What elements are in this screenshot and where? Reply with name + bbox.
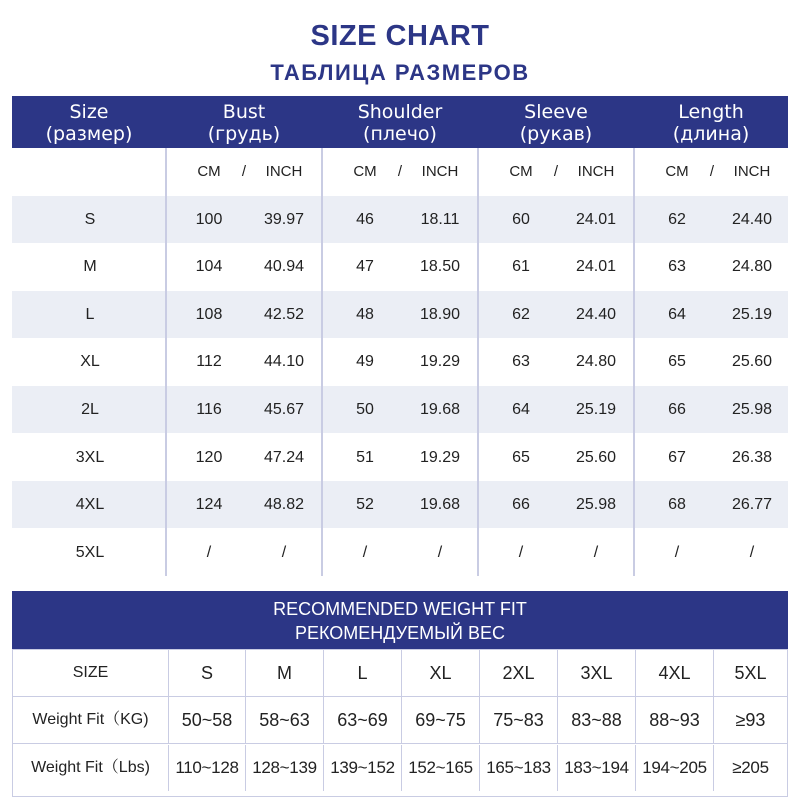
header-label-ru: (рукав) — [519, 123, 593, 145]
weight-cell: 183~194 — [557, 745, 635, 791]
chart-title: SIZE CHART — [310, 20, 490, 52]
value-cm: 120 — [195, 448, 223, 466]
unit-separator: / — [241, 163, 247, 180]
value-inch: 40.94 — [263, 258, 305, 276]
weight-cell: 110~128 — [168, 745, 245, 791]
size-row — [12, 243, 788, 290]
size-table-header — [12, 96, 788, 148]
weight-cell: 2XL — [479, 650, 557, 696]
value-inch: 24.40 — [731, 210, 773, 228]
weight-cell: S — [168, 650, 245, 696]
weight-cell: 88~93 — [635, 697, 713, 743]
value-inch: 19.29 — [419, 353, 461, 371]
weight-cell: 194~205 — [635, 745, 713, 791]
header-label: Bust — [222, 101, 266, 123]
size-label: 3XL — [75, 448, 105, 466]
value-cm: 104 — [195, 258, 223, 276]
value-inch: 26.77 — [731, 496, 773, 514]
weight-row-label: Weight Fit（KG) — [32, 711, 149, 729]
weight-row — [13, 697, 787, 744]
weight-cell: ≥93 — [713, 697, 787, 743]
value-cm: 66 — [668, 401, 686, 418]
header-label: Shoulder — [357, 101, 443, 123]
header-label-ru: (грудь) — [207, 123, 281, 145]
weight-cell: 58~63 — [245, 697, 323, 743]
weight-cell: 69~75 — [401, 697, 479, 743]
unit-separator: / — [709, 163, 715, 180]
value-inch: 18.50 — [419, 258, 461, 276]
value-inch: 24.40 — [575, 305, 617, 323]
column-divider — [165, 148, 167, 576]
value-cm: 61 — [512, 258, 530, 276]
unit-cm: CM — [509, 163, 533, 180]
value-cm: 50 — [356, 401, 374, 418]
value-cm: 63 — [668, 258, 686, 276]
value-inch: 39.97 — [263, 210, 305, 228]
value-inch: 45.67 — [263, 401, 305, 418]
weight-title-ru: РЕКОМЕНДУЕМЫЙ ВЕС — [294, 623, 505, 643]
value-cm: 100 — [195, 210, 223, 228]
value-inch: 24.80 — [575, 353, 617, 371]
value-cm: / — [206, 543, 212, 561]
value-inch: 26.38 — [731, 448, 773, 466]
unit-inch: INCH — [421, 163, 459, 180]
value-inch: / — [281, 543, 287, 561]
weight-cell: 3XL — [557, 650, 635, 696]
column-divider — [633, 148, 635, 576]
value-cm: 49 — [356, 353, 374, 371]
unit-inch: INCH — [733, 163, 771, 180]
value-cm: 65 — [512, 448, 530, 466]
value-inch: 18.11 — [420, 210, 460, 228]
size-label: XL — [80, 353, 100, 371]
value-cm: 66 — [512, 496, 530, 514]
weight-title: RECOMMENDED WEIGHT FIT — [273, 599, 527, 619]
weight-cell: 63~69 — [323, 697, 401, 743]
value-cm: 46 — [356, 210, 374, 228]
weight-cell: 128~139 — [245, 745, 323, 791]
value-cm: 65 — [668, 353, 686, 371]
value-inch: 48.82 — [263, 496, 305, 514]
value-inch: 25.19 — [731, 305, 773, 323]
unit-separator: / — [553, 163, 559, 180]
weight-cell: 152~165 — [401, 745, 479, 791]
value-cm: 62 — [512, 305, 530, 323]
weight-cell: 83~88 — [557, 697, 635, 743]
header-label: Length — [678, 101, 744, 123]
value-cm: 52 — [356, 496, 374, 514]
value-cm: / — [518, 543, 524, 561]
weight-cell: ≥205 — [713, 745, 787, 791]
value-cm: 48 — [356, 305, 374, 323]
header-cell — [12, 96, 166, 148]
size-row — [12, 291, 788, 338]
size-row — [12, 386, 788, 433]
value-cm: 47 — [356, 258, 374, 276]
value-inch: 24.01 — [575, 258, 617, 276]
value-cm: 63 — [512, 353, 530, 371]
value-cm: 108 — [195, 305, 223, 323]
value-cm: 51 — [356, 448, 374, 466]
unit-cm: CM — [197, 163, 221, 180]
value-inch: 24.01 — [575, 210, 617, 228]
size-label: 5XL — [75, 543, 105, 561]
size-label: S — [84, 210, 96, 228]
value-inch: / — [749, 543, 755, 561]
value-cm: 124 — [195, 496, 223, 514]
weight-cell: L — [323, 650, 401, 696]
value-inch: 19.68 — [419, 496, 461, 514]
weight-row-label: SIZE — [72, 664, 109, 681]
header-label: Sleeve — [524, 101, 588, 123]
weight-grid — [12, 649, 788, 797]
weight-cell: 165~183 — [479, 745, 557, 791]
value-inch: 25.98 — [731, 401, 773, 418]
value-inch: 25.60 — [575, 448, 617, 466]
unit-inch: INCH — [265, 163, 303, 180]
size-label: L — [85, 305, 95, 323]
units-row — [12, 148, 788, 195]
value-inch: 18.90 — [419, 305, 461, 323]
size-label: 2L — [81, 401, 99, 418]
weight-cell: 50~58 — [168, 697, 245, 743]
value-inch: 19.68 — [419, 401, 461, 418]
unit-cm: CM — [353, 163, 377, 180]
value-cm: 62 — [668, 210, 686, 228]
value-cm: 64 — [668, 305, 686, 323]
header-cell — [478, 96, 634, 148]
header-label-ru: (длина) — [672, 123, 750, 145]
weight-row — [13, 745, 787, 791]
weight-row-label: Weight Fit（Lbs) — [31, 758, 150, 776]
size-row — [12, 434, 788, 481]
size-row — [12, 481, 788, 528]
weight-cell: M — [245, 650, 323, 696]
value-inch: 44.10 — [263, 353, 305, 371]
value-inch: 25.60 — [731, 353, 773, 371]
value-inch: 47.24 — [263, 448, 305, 466]
weight-banner — [12, 591, 788, 649]
value-cm: 64 — [512, 401, 530, 418]
unit-inch: INCH — [577, 163, 615, 180]
unit-separator: / — [397, 163, 403, 180]
size-row — [12, 338, 788, 385]
value-cm: 67 — [668, 448, 686, 466]
weight-header-row — [13, 650, 787, 697]
header-label-ru: (размер) — [45, 123, 133, 145]
weight-cell: 4XL — [635, 650, 713, 696]
value-cm: 68 — [668, 496, 686, 514]
weight-cell: XL — [401, 650, 479, 696]
value-inch: / — [593, 543, 599, 561]
size-table — [12, 96, 788, 576]
value-cm: / — [674, 543, 680, 561]
weight-table — [12, 591, 788, 798]
unit-cm: CM — [665, 163, 689, 180]
column-divider — [321, 148, 323, 576]
value-inch: / — [437, 543, 443, 561]
value-cm: / — [362, 543, 368, 561]
header-cell — [166, 96, 322, 148]
weight-cell: 139~152 — [323, 745, 401, 791]
weight-cell: 5XL — [713, 650, 787, 696]
weight-cell: 75~83 — [479, 697, 557, 743]
value-inch: 24.80 — [731, 258, 773, 276]
value-inch: 42.52 — [263, 305, 305, 323]
size-row — [12, 529, 788, 576]
value-cm: 112 — [196, 353, 222, 371]
value-inch: 25.98 — [575, 496, 617, 514]
column-divider — [477, 148, 479, 576]
chart-title-ru: ТАБЛИЦА РАЗМЕРОВ — [270, 60, 530, 85]
size-row — [12, 196, 788, 243]
value-inch: 19.29 — [419, 448, 461, 466]
header-cell — [634, 96, 788, 148]
size-label: 4XL — [75, 496, 105, 514]
header-cell — [322, 96, 478, 148]
header-label-ru: (плечо) — [363, 123, 437, 145]
value-cm: 60 — [512, 210, 530, 228]
value-inch: 25.19 — [575, 401, 617, 418]
header-label: Size — [69, 101, 109, 123]
value-cm: 116 — [196, 401, 222, 418]
size-label: M — [83, 258, 97, 276]
